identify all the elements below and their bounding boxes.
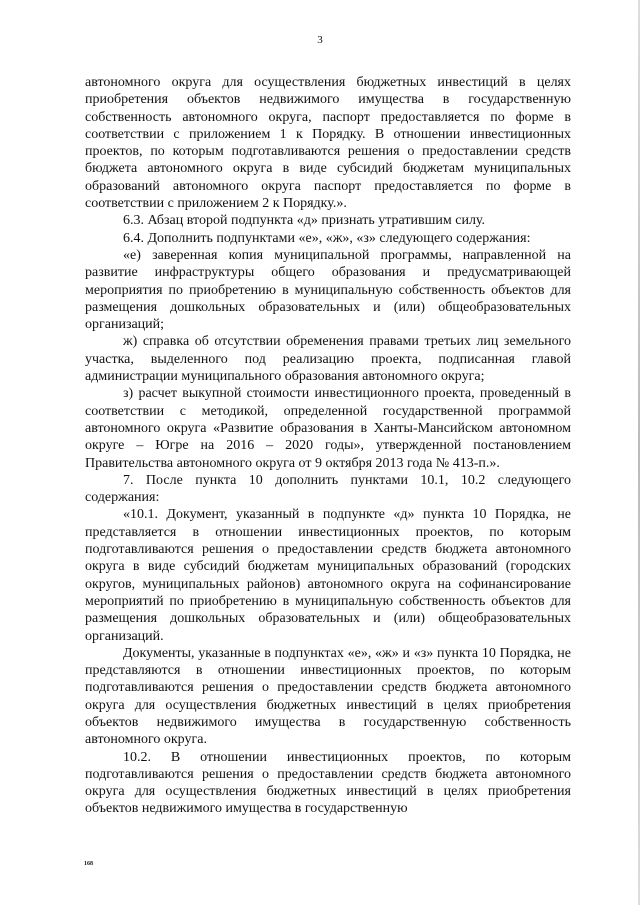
paragraph-7: 7. После пункта 10 дополнить пунктами 10.1, 10.2 следующего содержания: (85, 472, 571, 506)
paragraph-2: 6.3. Абзац второй подпункта «д» признать утратившим силу. (123, 213, 486, 229)
document-body (85, 74, 571, 818)
paragraph-4: «е) заверенная копия муниципальной программы, направленной на развитие инфраструктуры общего образования и предусматривающей мероприятия по приобретению в муниципальную собственность объектов для размещения дошкольных образовательных и (или) общеобразовательных организаций; (85, 247, 571, 333)
page-number: 3 (317, 34, 323, 46)
paragraph-8: «10.1. Документ, указанный в подпункте «д» пункта 10 Порядка, не представляется в отношении инвестиционных проектов, по которым подготавливаются решения о предоставлении средств бюджета автономного округа в виде субсидий бюджетам муниципальных образований (городских округов, муниципальных районов) автономного округа на софинансирование мероприятий по приобретению в муниципальную собственность объектов для размещения дошкольных образовательных и (или) общеобразовательных организаций. (85, 507, 571, 644)
footer-code: 168 (84, 861, 93, 867)
paragraph-1: автономного округа для осуществления бюджетных инвестиций в целях приобретения объектов недвижимого имущества в государственную собственность автономного округа, паспорт предоставляется по форме в соответствии с приложением 1 к Порядку. В отношении инвестиционных проектов, по которым подготавливаются решения о предоставлении средств бюджета автономного округа в виде субсидий бюджетам муниципальных образований автономного округа паспорт предоставляется по форме в соответствии с приложением 2 к Порядку.». (85, 75, 571, 212)
paragraph-9: Документы, указанные в подпунктах «е», «ж» и «з» пункта 10 Порядка, не представляются в отношении инвестиционных проектов, по которым подготавливаются решения о предоставлении средств бюджета автономного округа для осуществления бюджетных инвестиций в целях приобретения объектов недвижимого имущества в государственную собственность автономного округа. (85, 645, 571, 748)
paragraph-5: ж) справка об отсутствии обременения правами третьих лиц земельного участка, выделенного под реализацию проекта, подписанная главой администрации муниципального образования автономного округа; (85, 334, 571, 385)
paragraph-6: з) расчет выкупной стоимости инвестиционного проекта, проведенный в соответствии с методикой, определенной государственной программой автономного округа «Развитие образования в Ханты-Мансийском автономном округе – Югре на 2016 – 2020 годы», утвержденной постановлением Правительства автономного округа от 9 октября 2013 года № 413-п.». (85, 386, 571, 471)
paragraph-3: 6.4. Дополнить подпунктами «е», «ж», «з» следующего содержания: (123, 230, 531, 246)
paragraph-10: 10.2. В отношении инвестиционных проектов, по которым подготавливаются решения о предоставлении средств бюджета автономного округа для осуществления бюджетных инвестиций в целях приобретения объектов недвижимого имущества в государственную (85, 749, 571, 817)
